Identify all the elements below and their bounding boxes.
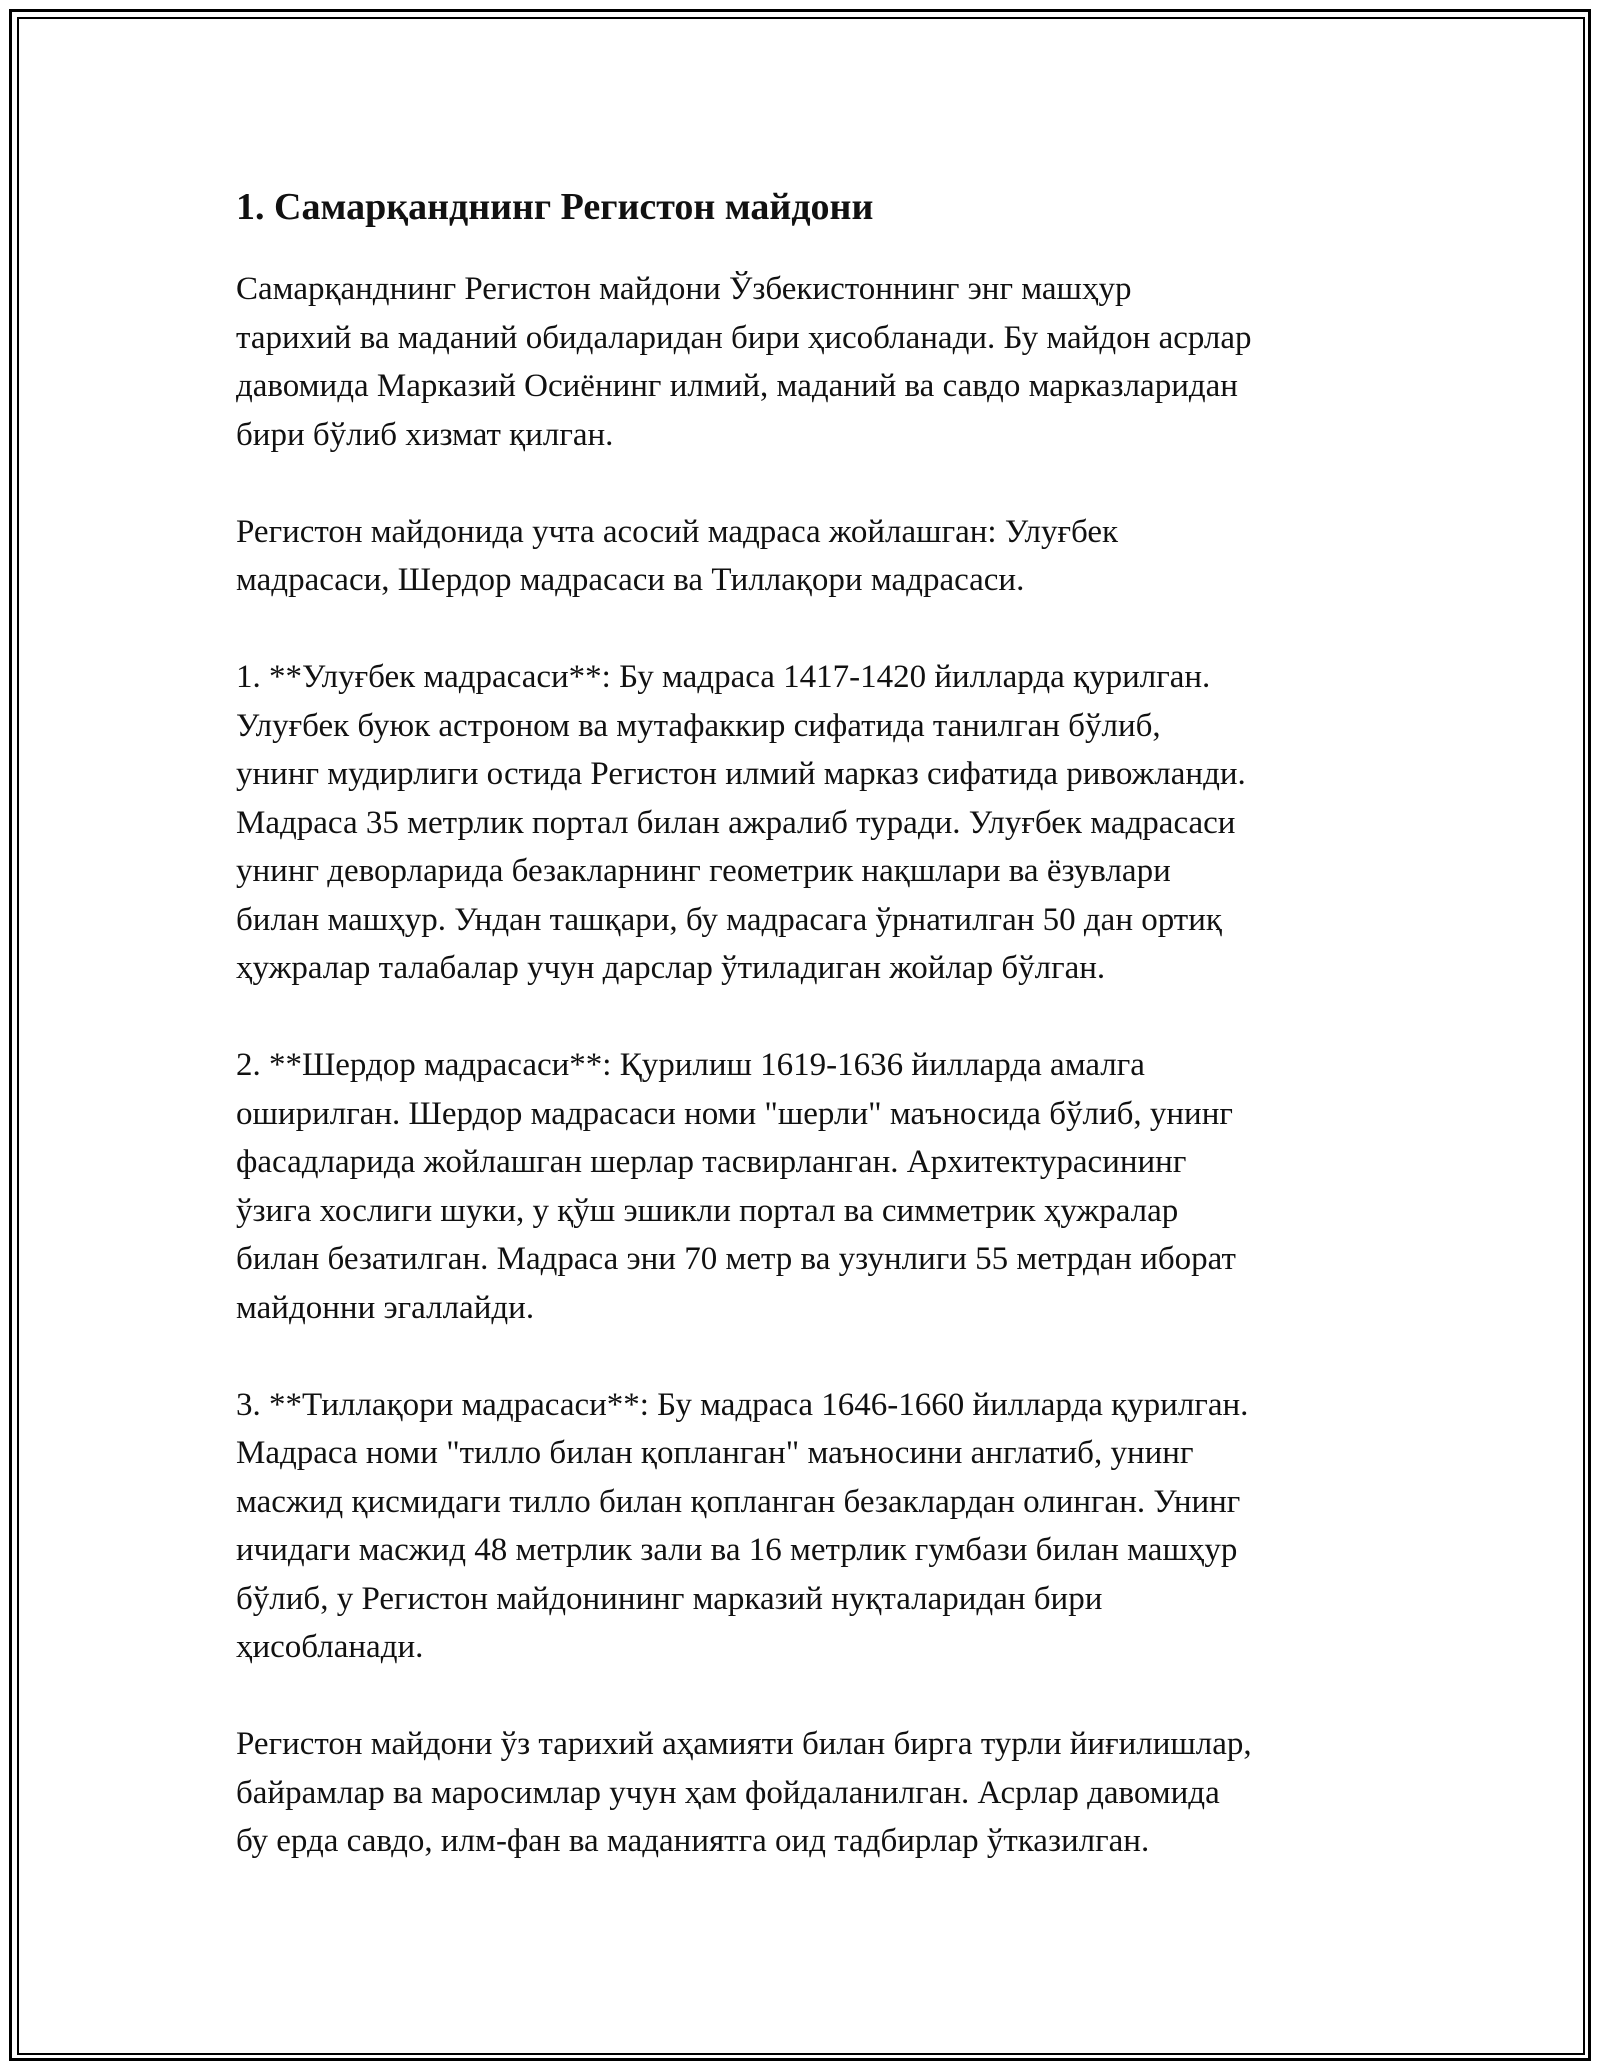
paragraph-madrasas-overview bbox=[236, 508, 1386, 605]
document-body bbox=[236, 185, 1386, 1914]
paragraph-intro bbox=[236, 265, 1386, 459]
text-line: Улуғбек буюк астроном ва мутафаккир сифатида танилган бўлиб, bbox=[236, 707, 1161, 744]
text-line: унинг деворларида безакларнинг геометрик нақшлари ва ёзувлари bbox=[236, 853, 1171, 889]
text-line: Самарқанднинг Регистон майдони Ўзбекистоннинг энг машҳур bbox=[236, 271, 1132, 307]
text-line: тарихий ва маданий обидаларидан бири ҳисобланади. Бу майдон асрлар bbox=[236, 319, 1252, 356]
text-line: билан машҳур. Ундан ташқари, бу мадрасага ўрнатилган 50 дан ортиқ bbox=[236, 901, 1222, 938]
text-line: бири бўлиб хизмат қилган. bbox=[236, 416, 614, 453]
text-line: Мадраса 35 метрлик портал билан ажралиб туради. Улуғбек мадрасаси bbox=[236, 804, 1236, 841]
text-line: ҳисобланади. bbox=[236, 1629, 424, 1665]
text-line: оширилган. Шердор мадрасаси номи "шерли" маъносида бўлиб, унинг bbox=[236, 1095, 1233, 1132]
document-title: 1. Самарқанднинг Регистон майдони bbox=[236, 186, 874, 228]
text-line: 1. **Улуғбек мадрасаси**: Бу мадраса 1417-1420 йилларда қурилган. bbox=[236, 659, 1211, 695]
paragraph-sherdor-madrasa bbox=[236, 1041, 1386, 1332]
text-line: бўлиб, у Регистон майдонининг марказий нуқталаридан бири bbox=[236, 1580, 1103, 1617]
text-line: майдонни эгаллайди. bbox=[236, 1289, 535, 1326]
paragraph-ulugbek-madrasa bbox=[236, 653, 1386, 993]
paragraph-conclusion bbox=[236, 1720, 1386, 1866]
text-line: 2. **Шердор мадрасаси**: Қурилиш 1619-1636 йилларда амалга bbox=[236, 1047, 1145, 1083]
text-line: ҳужралар талабалар учун дарслар ўтиладиган жойлар бўлган. bbox=[236, 950, 1106, 986]
text-line: ўзига хослиги шуки, у қўш эшикли портал ва симметрик ҳужралар bbox=[236, 1192, 1179, 1229]
text-line: 3. **Тиллақори мадрасаси**: Бу мадраса 1646-1660 йилларда қурилган. bbox=[236, 1386, 1249, 1423]
text-line: Мадраса номи "тилло билан қопланган" маъносини англатиб, унинг bbox=[236, 1435, 1194, 1471]
text-line: Регистон майдони ўз тарихий аҳамияти билан бирга турли йиғилишлар, bbox=[236, 1726, 1252, 1762]
text-line: унинг мудирлиги остида Регистон илмий марказ сифатида ривожланди. bbox=[236, 756, 1246, 792]
text-line: бу ерда савдо, илм-фан ва маданиятга оид тадбирлар ўтказилган. bbox=[236, 1823, 1150, 1859]
text-line: мадрасаси, Шердор мадрасаси ва Тиллақори мадрасаси. bbox=[236, 562, 1025, 598]
text-line: байрамлар ва маросимлар учун ҳам фойдаланилган. Асрлар давомида bbox=[236, 1774, 1220, 1811]
text-line: давомида Марказий Осиёнинг илмий, маданий ва савдо марказларидан bbox=[236, 368, 1238, 404]
text-line: Регистон майдонида учта асосий мадраса жойлашган: Улуғбек bbox=[236, 513, 1119, 550]
paragraph-tillakori-madrasa bbox=[236, 1381, 1386, 1672]
text-line: фасадларида жойлашган шерлар тасвирланган. Архитектурасининг bbox=[236, 1144, 1187, 1180]
text-line: билан безатилган. Мадраса эни 70 метр ва узунлиги 55 метрдан иборат bbox=[236, 1241, 1236, 1277]
text-line: масжид қисмидаги тилло билан қопланган безаклардан олинган. Унинг bbox=[236, 1483, 1241, 1520]
text-line: ичидаги масжид 48 метрлик зали ва 16 метрлик гумбази билан машҳур bbox=[236, 1532, 1238, 1568]
